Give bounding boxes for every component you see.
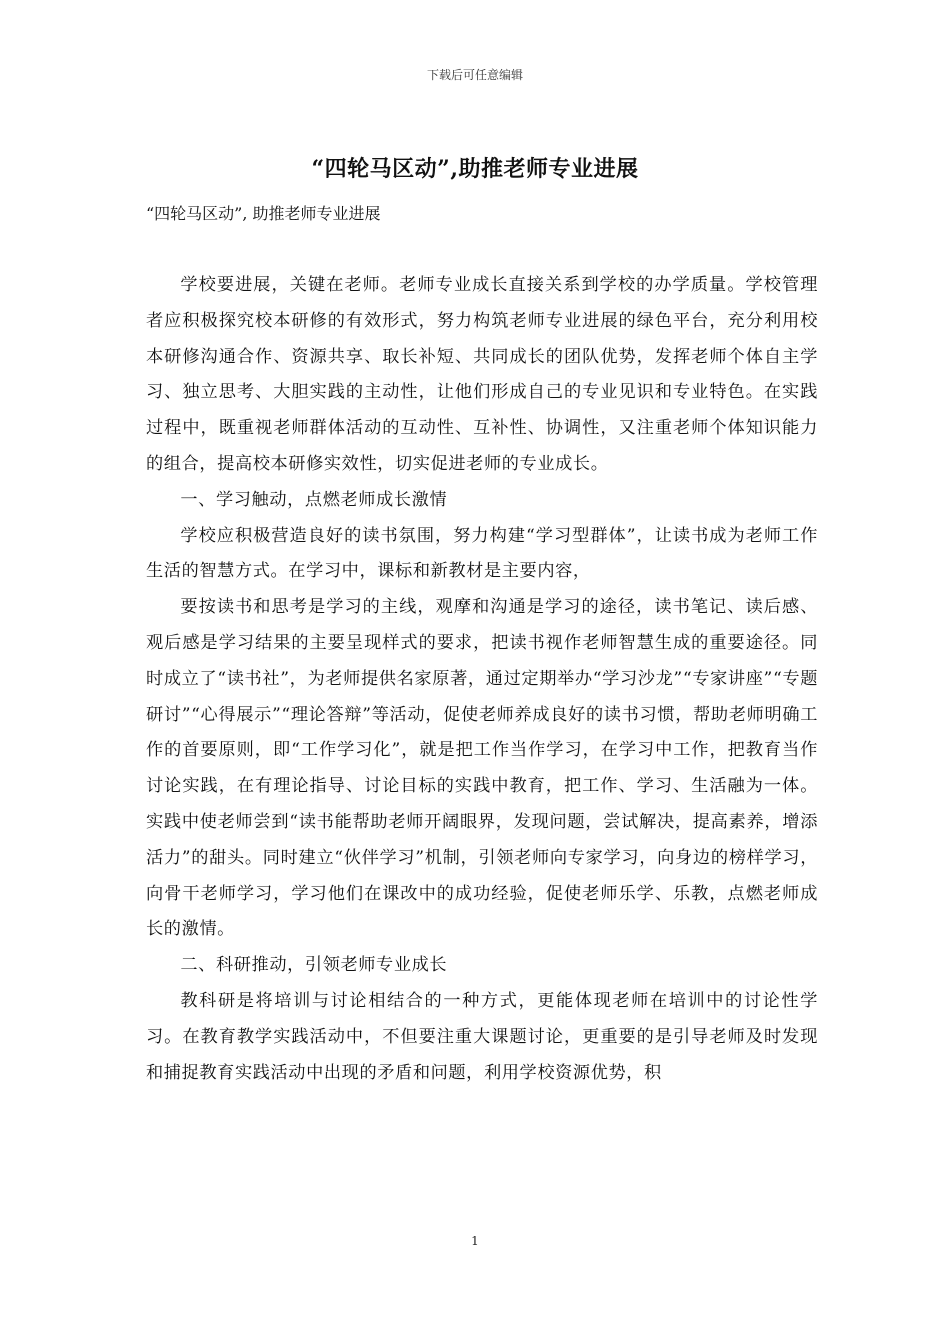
document-title: “四轮马区动”,助推老师专业进展 <box>311 156 639 182</box>
document-body <box>146 268 818 1091</box>
paragraph-section-1b: 要按读书和思考是学习的主线，观摩和沟通是学习的途径，读书笔记、读后感、观后感是学习结果的主要呈现样式的要求，把读书视作老师智慧生成的重要途径。同时成立了“读书社”，为老师提供名家原著，通过定期举办“学习沙龙”“专家讲座”“专题研讨”“心得展示”“理论答辩”等活动，促使老师养成良好的读书习惯，帮助老师明确工作的首要原则，即“工作学习化”，就是把工作当作学习，在学习中工作，把教育当作讨论实践，在有理论指导、讨论目标的实践中教育，把工作、学习、生活融为一体。实践中使老师尝到“读书能帮助老师开阔眼界，发现问题，尝试解决，提高素养，增添活力”的甜头。同时建立“伙伴学习”机制，引领老师向专家学习，向身边的榜样学习，向骨干老师学习，学习他们在课改中的成功经验，促使老师乐学、乐教，点燃老师成长的激情。 <box>146 597 818 940</box>
section-heading-1: 一、学习触动，点燃老师成长激情 <box>180 489 448 510</box>
paragraph-section-1a: 学校应积极营造良好的读书氛围，努力构建“学习型群体”，让读书成为老师工作生活的智慧方式。在学习中，课标和新教材是主要内容， <box>146 525 818 582</box>
page-number: 1 <box>471 1234 479 1248</box>
document-subtitle: “四轮马区动”, 助推老师专业进展 <box>146 204 381 223</box>
paragraph-intro: 学校要进展，关键在老师。老师专业成长直接关系到学校的办学质量。学校管理者应积极探究校本研修的有效形式，努力构筑老师专业进展的绿色平台，充分利用校本研修沟通合作、资源共享、取长补短、共同成长的团队优势，发挥老师个体自主学习、独立思考、大胆实践的主动性，让他们形成自己的专业见识和专业特色。在实践过程中，既重视老师群体活动的互动性、互补性、协调性，又注重老师个体知识能力的组合，提高校本研修实效性，切实促进老师的专业成长。 <box>146 275 818 474</box>
section-heading-2: 二、科研推动，引领老师专业成长 <box>180 955 448 976</box>
paragraph-section-2a: 教科研是将培训与讨论相结合的一种方式，更能体现老师在培训中的讨论性学习。在教育教学实践活动中，不但要注重大课题讨论，更重要的是引导老师及时发现和捕捉教育实践活动中出现的矛盾和问题，利用学校资源优势，积 <box>146 990 818 1083</box>
page-header-note: 下载后可任意编辑 <box>426 68 523 82</box>
